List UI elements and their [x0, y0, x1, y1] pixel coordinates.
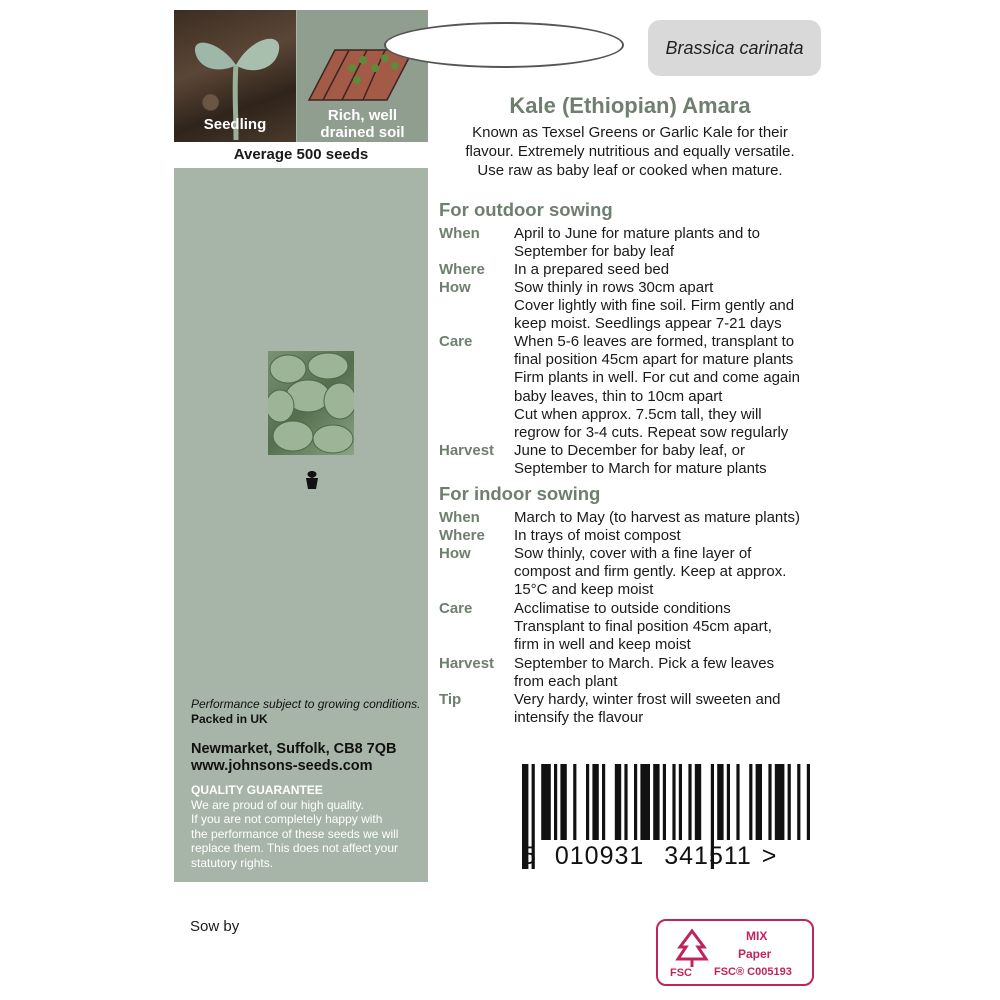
- outdoor-how: [439, 279, 839, 334]
- soil-caption-2: drained soil: [320, 124, 405, 141]
- row-label: How: [439, 545, 471, 562]
- barcode-arrow: >: [761, 842, 778, 870]
- outdoor-heading: For outdoor sowing: [439, 199, 613, 220]
- product-intro: [430, 123, 830, 180]
- johnsons-logo: [302, 469, 322, 493]
- row-label: Care: [439, 333, 473, 350]
- indoor-where: [439, 527, 839, 545]
- soil-caption-1: Rich, well: [327, 107, 398, 124]
- guarantee-line: statutory rights.: [191, 855, 274, 870]
- row-text: When 5-6 leaves are formed, transplant to: [514, 333, 795, 350]
- barcode-bar: [586, 764, 589, 840]
- outdoor-where: [439, 261, 839, 279]
- barcode-bar: [541, 764, 551, 840]
- row-text: September for baby leaf: [514, 243, 675, 261]
- fsc-paper: Paper: [738, 947, 772, 961]
- barcode-bar: [640, 764, 650, 840]
- barcode-bar: [663, 764, 666, 840]
- barcode-group-2: 341511: [664, 842, 752, 870]
- barcode-digits: [522, 842, 777, 871]
- guarantee-line: replace them. This does not affect your: [191, 841, 399, 855]
- quality-guarantee: [191, 783, 427, 870]
- barcode-bar: [727, 764, 730, 840]
- barcode-bar: [775, 764, 785, 840]
- row-text: April to June for mature plants and to: [514, 225, 760, 242]
- row-text: Sow thinly, cover with a fine layer of: [514, 545, 752, 562]
- barcode-bar: [736, 764, 739, 840]
- kale-leaves-photo: [268, 351, 354, 455]
- barcode-bar: [807, 764, 810, 840]
- row-text: March to May (to harvest as mature plants): [514, 509, 800, 526]
- latin-name: Brassica carinata: [648, 20, 821, 76]
- row-label: Where: [439, 527, 485, 544]
- website: www.johnsons-seeds.com: [191, 758, 373, 774]
- row-text: firm in well and keep moist: [514, 636, 691, 654]
- row-label: Where: [439, 261, 485, 278]
- row-text: intensify the flavour: [514, 709, 644, 727]
- barcode-bar: [624, 764, 627, 840]
- seed-count: Average 500 seeds: [174, 142, 428, 168]
- fsc-label: FSC: [670, 967, 692, 979]
- barcode-bar: [615, 764, 621, 840]
- outdoor-harvest: [439, 442, 839, 478]
- fsc-mix: MIX: [746, 929, 768, 943]
- barcode-bar: [554, 764, 557, 840]
- barcode-bar: [573, 764, 576, 840]
- barcode-bar: [717, 764, 723, 840]
- intro-line: flavour. Extremely nutritious and equally versatile.: [465, 143, 795, 160]
- intro-line: Known as Texsel Greens or Garlic Kale for their: [472, 124, 788, 141]
- row-text: June to December for baby leaf, or: [514, 442, 745, 459]
- leaves-illustration: [268, 351, 354, 455]
- row-text: regrow for 3-4 cuts. Repeat sow regularly: [514, 424, 789, 442]
- seedling-photo: [174, 10, 296, 142]
- barcode-first-digit: 5: [522, 842, 537, 870]
- guarantee-line: the performance of these seeds we will: [191, 826, 399, 841]
- name-tag-cutout: [384, 22, 624, 68]
- row-text: Transplant to final position 45cm apart,: [514, 618, 772, 636]
- fsc-logo: [656, 919, 814, 986]
- row-label: Harvest: [439, 442, 495, 459]
- barcode-bar: [672, 764, 675, 840]
- row-label: When: [439, 509, 480, 526]
- product-title: Kale (Ethiopian) Amara: [509, 93, 751, 118]
- fsc-code: FSC® C005193: [714, 966, 792, 978]
- row-label: When: [439, 225, 480, 242]
- row-label: Harvest: [439, 655, 495, 672]
- barcode-bar: [695, 764, 701, 840]
- address-line: Newmarket, Suffolk, CB8 7QB: [191, 741, 397, 757]
- barcode-bar: [560, 764, 566, 840]
- barcode-group-1: 010931: [554, 842, 645, 870]
- plant-pot-icon: [302, 469, 322, 493]
- fsc-tree-icon: [670, 927, 714, 969]
- barcode-bar: [653, 764, 659, 840]
- barcode-bar: [592, 764, 598, 840]
- performance-note: Performance subject to growing conditions.: [191, 697, 421, 711]
- barcode-bar: [602, 764, 605, 840]
- outdoor-when: [439, 225, 839, 261]
- row-text: Sow thinly in rows 30cm apart: [514, 279, 714, 296]
- row-text: In a prepared seed bed: [514, 261, 670, 278]
- indoor-harvest: [439, 655, 839, 691]
- row-text: Firm plants in well. For cut and come again: [514, 369, 800, 387]
- row-label: How: [439, 279, 471, 296]
- barcode-bar: [756, 764, 762, 840]
- barcode-bar: [788, 764, 791, 840]
- indoor-when: [439, 509, 839, 527]
- guarantee-line: If you are not completely happy with: [191, 812, 383, 826]
- row-text: In trays of moist compost: [514, 527, 681, 544]
- row-text: keep moist. Seedlings appear 7-21 days: [514, 315, 782, 333]
- row-text: September to March. Pick a few leaves: [514, 655, 775, 672]
- barcode-bar: [688, 764, 691, 840]
- packed-in: Packed in UK: [191, 712, 268, 726]
- indoor-how: [439, 545, 839, 600]
- barcode-bar: [634, 764, 637, 840]
- row-text: Acclimatise to outside conditions: [514, 600, 731, 617]
- row-text: Very hardy, winter frost will sweeten and: [514, 691, 781, 708]
- row-text: 15°C and keep moist: [514, 581, 654, 599]
- outdoor-care: [439, 333, 839, 442]
- seedling-caption: Seedling: [203, 116, 267, 133]
- row-text: Cut when approx. 7.5cm tall, they will: [514, 405, 762, 423]
- soil-icon-box: [297, 10, 428, 142]
- indoor-heading: For indoor sowing: [439, 483, 601, 504]
- row-text: compost and firm gently. Keep at approx.: [514, 563, 787, 581]
- row-text: from each plant: [514, 673, 618, 691]
- row-text: Cover lightly with fine soil. Firm gently and: [514, 297, 795, 315]
- barcode-bar: [768, 764, 771, 840]
- indoor-tip: [439, 691, 839, 727]
- row-label: Care: [439, 600, 473, 617]
- guarantee-line: We are proud of our high quality.: [191, 797, 364, 812]
- row-text: September to March for mature plants: [514, 460, 767, 478]
- barcode-bar: [679, 764, 682, 840]
- intro-line: Use raw as baby leaf or cooked when mature.: [477, 162, 783, 179]
- barcode-bar: [749, 764, 752, 840]
- guarantee-title: QUALITY GUARANTEE: [191, 783, 323, 797]
- row-text: final position 45cm apart for mature plants: [514, 351, 794, 369]
- indoor-care: [439, 600, 839, 655]
- address: [191, 741, 396, 775]
- barcode-bar: [797, 764, 800, 840]
- sow-by-label: Sow by: [190, 918, 240, 935]
- row-text: baby leaves, thin to 10cm apart: [514, 387, 723, 405]
- legal-text: [191, 697, 423, 727]
- row-label: Tip: [439, 691, 462, 708]
